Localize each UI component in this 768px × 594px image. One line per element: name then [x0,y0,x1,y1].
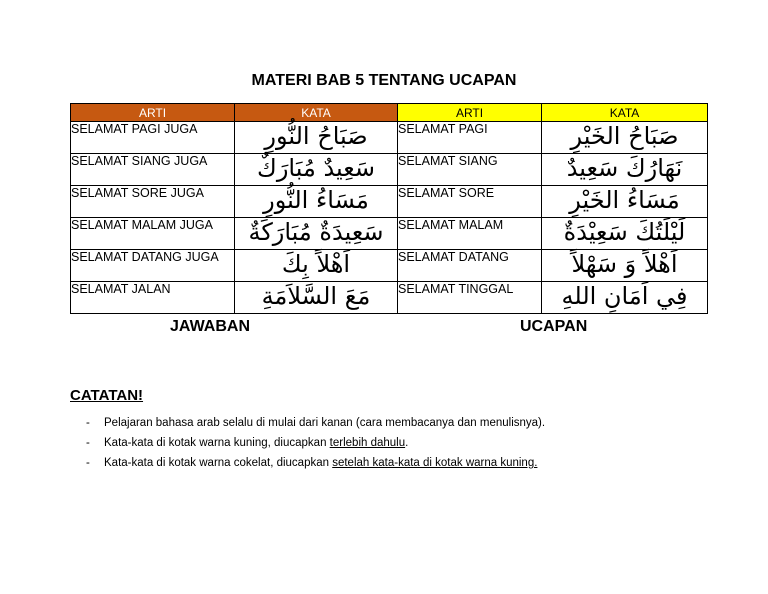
table-row [71,122,708,154]
table-row [71,282,708,314]
note-emphasis: setelah kata-kata di kotak warna kuning. [332,457,538,469]
jawaban-arti-cell: SELAMAT SIANG JUGA [71,154,235,186]
ucapan-kata-cell: مَسَاءُ الخَيْرِ [542,186,708,218]
header-kata-jawaban: KATA [235,104,398,122]
vocabulary-table [70,103,708,314]
ucapan-arti-cell: SELAMAT PAGI [398,122,542,154]
ucapan-arti-cell: SELAMAT SIANG [398,154,542,186]
jawaban-kata-cell: مَعَ السَّلاَمَةِ [235,282,398,314]
jawaban-label: JAWABAN [170,318,251,335]
catatan-heading: CATATAN! [70,387,144,404]
jawaban-kata-cell: سَعِيدٌ مُبَارَكٌ [235,154,398,186]
jawaban-arti-cell: SELAMAT MALAM JUGA [71,218,235,250]
bullet-dash: - [86,437,90,449]
note-text: . [405,437,409,449]
ucapan-kata-cell: لَيْلَتُكَ سَعِيْدَةٌ [542,218,708,250]
jawaban-arti-cell: SELAMAT SORE JUGA [71,186,235,218]
ucapan-arti-cell: SELAMAT TINGGAL [398,282,542,314]
ucapan-kata-cell: نَهَارُكَ سَعِيدٌ [542,154,708,186]
ucapan-arti-cell: SELAMAT DATANG [398,250,542,282]
note-text: Pelajaran bahasa arab selalu di mulai dari kanan (cara membacanya dan menulisnya). [104,417,546,429]
table-row [71,154,708,186]
ucapan-arti-cell: SELAMAT MALAM [398,218,542,250]
ucapan-label: UCAPAN [520,318,588,335]
jawaban-kata-cell: اَهْلاً بِكَ [235,250,398,282]
note-text: Kata-kata di kotak warna cokelat, diucapkan [104,457,333,469]
ucapan-kata-cell: اَهْلاً وَ سَهْلاً [542,250,708,282]
table-row [71,250,708,282]
table-header-row [71,104,708,122]
jawaban-arti-cell: SELAMAT PAGI JUGA [71,122,235,154]
list-item [86,433,545,453]
ucapan-kata-cell: فِي اَمَانِ اللهِ [542,282,708,314]
jawaban-kata-cell: صَبَاحُ النُّورِ [235,122,398,154]
bullet-dash: - [86,417,90,429]
ucapan-arti-cell: SELAMAT SORE [398,186,542,218]
note-emphasis: terlebih dahulu [329,437,406,449]
header-kata-ucapan: KATA [542,104,708,122]
page-title: MATERI BAB 5 TENTANG UCAPAN [251,72,517,89]
jawaban-kata-cell: سَعِيدَةٌ مُبَارَكَةٌ [235,218,398,250]
header-arti-jawaban: ARTI [71,104,235,122]
note-text: Kata-kata di kotak warna kuning, diucapkan [104,437,330,449]
ucapan-kata-cell: صَبَاحُ الخَيْرِ [542,122,708,154]
table-row [71,218,708,250]
list-item [86,413,545,433]
list-item [86,453,545,473]
bullet-dash: - [86,457,90,469]
jawaban-arti-cell: SELAMAT DATANG JUGA [71,250,235,282]
notes-list [86,413,545,473]
table-row [71,186,708,218]
jawaban-arti-cell: SELAMAT JALAN [71,282,235,314]
jawaban-kata-cell: مَسَاءُ النُّورِ [235,186,398,218]
header-arti-ucapan: ARTI [398,104,542,122]
